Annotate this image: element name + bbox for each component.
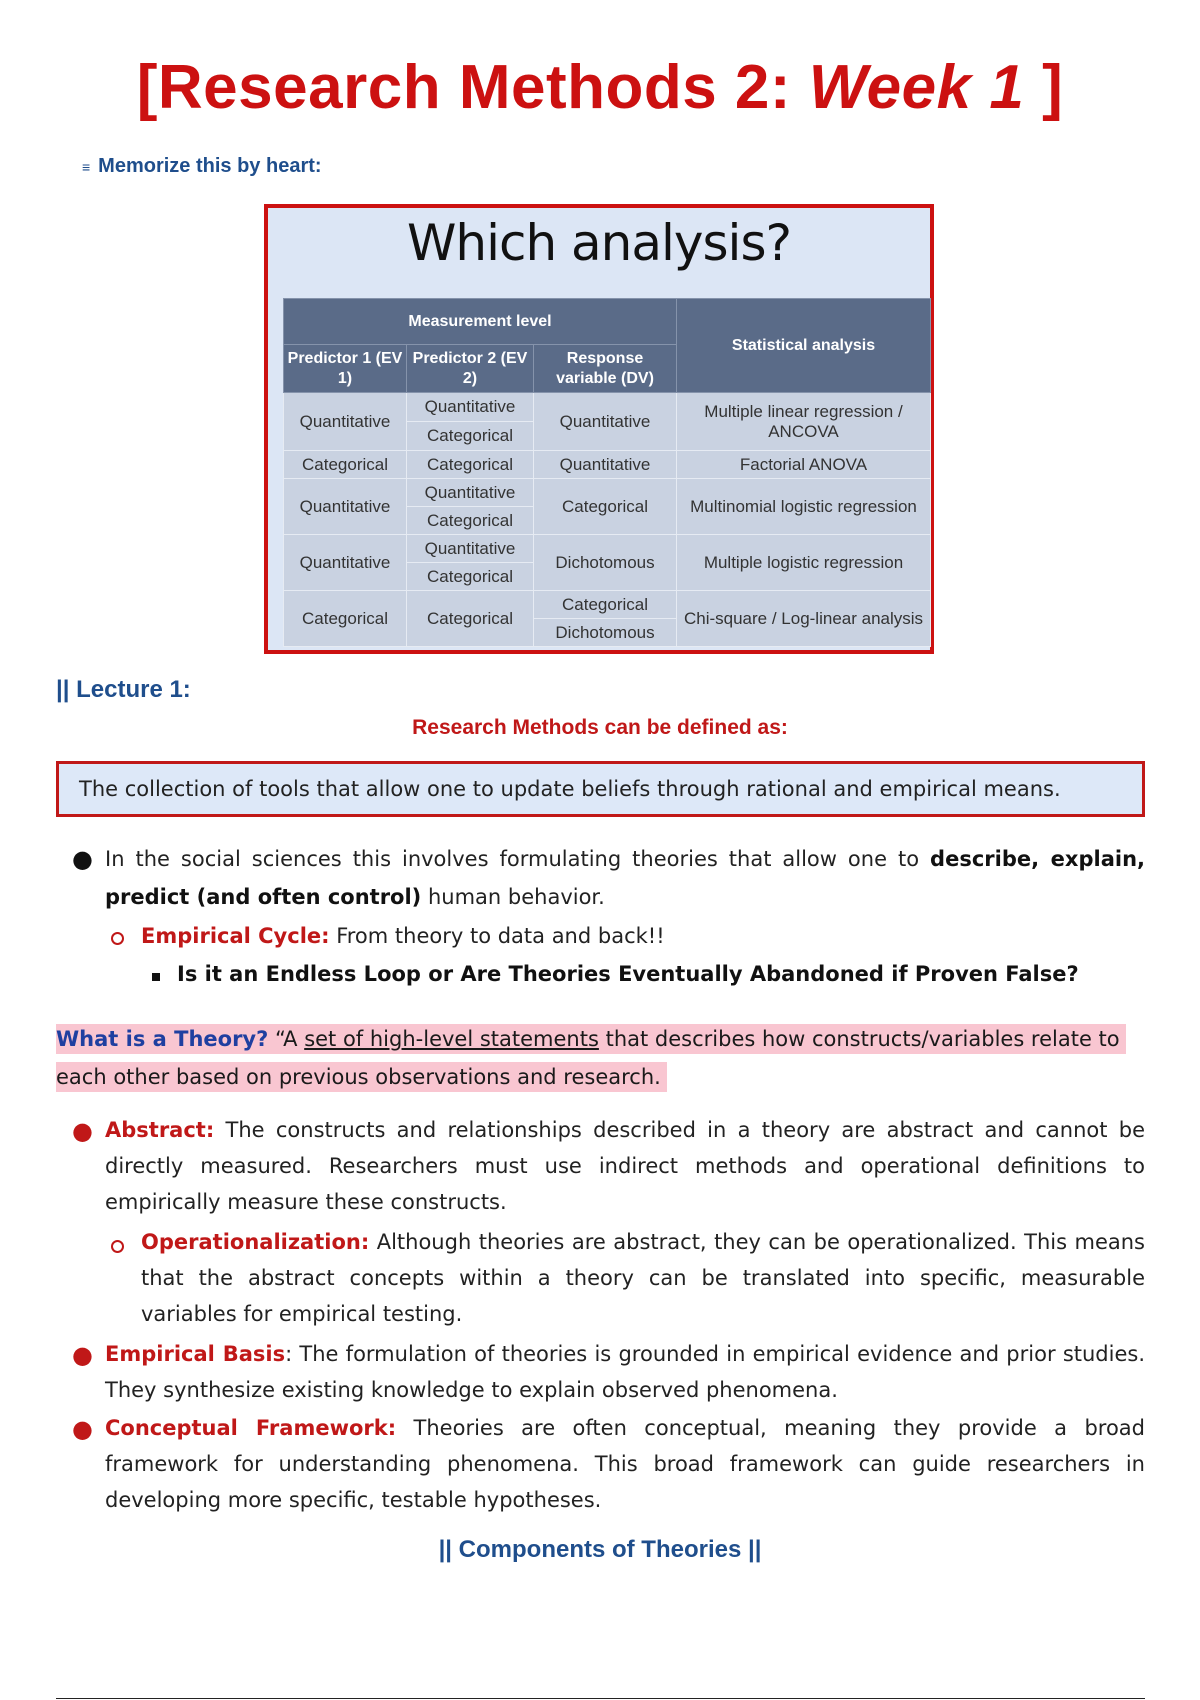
sub-bullet-icon xyxy=(111,932,124,945)
table-cell: Quantitative xyxy=(407,479,534,507)
table-cell: Chi-square / Log-linear analysis xyxy=(677,591,931,647)
col-header-p2: Predictor 2 (EV 2) xyxy=(407,345,534,393)
list-item: Conceptual Framework: Theories are often conceptual, meaning they provide a broad framework for understanding phenomena. This broad framework can guide researchers in developing more specific, testable hypotheses. xyxy=(105,1416,1145,1512)
list-marker-icon: ≡ xyxy=(82,159,91,175)
bullet-icon: ● xyxy=(72,1117,93,1145)
col-group-header: Measurement level xyxy=(284,299,677,345)
memorize-heading xyxy=(82,155,322,178)
table-cell: Dichotomous xyxy=(534,619,677,647)
analysis-slide-image xyxy=(264,204,934,654)
definition-box: The collection of tools that allow one to update beliefs through rational and empirical means. xyxy=(56,761,1145,817)
slide-title: Which analysis? xyxy=(406,214,792,272)
sub-bullet-icon xyxy=(111,1240,124,1253)
title-end: ] xyxy=(1024,53,1064,122)
table-cell: Quantitative xyxy=(534,393,677,451)
definition-heading: Research Methods can be defined as: xyxy=(412,716,788,739)
components-heading: || Components of Theories || xyxy=(438,1536,762,1563)
table-cell: Categorical xyxy=(407,507,534,535)
table-cell: Quantitative xyxy=(284,393,407,451)
table-cell: Categorical xyxy=(407,591,534,647)
table-cell: Categorical xyxy=(534,591,677,619)
analysis-table xyxy=(283,298,931,647)
list-item: Is it an Endless Loop or Are Theories Eventually Abandoned if Proven False? xyxy=(177,962,1079,986)
table-cell: Quantitative xyxy=(534,451,677,479)
memorize-label: Memorize this by heart: xyxy=(98,155,322,177)
table-cell: Categorical xyxy=(284,451,407,479)
table-cell: Quantitative xyxy=(284,535,407,591)
title-text: [Research Methods 2: xyxy=(136,53,809,122)
page-title xyxy=(0,52,1200,123)
table-cell: Categorical xyxy=(284,591,407,647)
table-cell: Quantitative xyxy=(284,479,407,535)
title-week: Week 1 xyxy=(808,53,1025,122)
table-cell: Categorical xyxy=(407,422,534,451)
table-cell: Dichotomous xyxy=(534,535,677,591)
list-item: In the social sciences this involves formulating theories that allow one to describe, explain, predict (and often control) human behavior. xyxy=(105,847,1146,909)
bullet-icon: ● xyxy=(72,1341,93,1369)
table-cell: Quantitative xyxy=(407,535,534,563)
table-cell: Multiple logistic regression xyxy=(677,535,931,591)
table-cell: Factorial ANOVA xyxy=(677,451,931,479)
divider xyxy=(56,1698,1145,1699)
theory-definition: What is a Theory? “A set of high-level statements that describes how constructs/variables relate to each other based on previous observations and research. xyxy=(56,1020,1145,1096)
list-item: Empirical Basis: The formulation of theories is grounded in empirical evidence and prior studies. They synthesize existing knowledge to explain observed phenomena. xyxy=(105,1342,1145,1402)
table-cell: Categorical xyxy=(534,479,677,535)
table-cell: Quantitative xyxy=(407,393,534,422)
list-item: Empirical Cycle: From theory to data and back!! xyxy=(141,924,665,948)
col-header-dv: Response variable (DV) xyxy=(534,345,677,393)
table-cell: Multinomial logistic regression xyxy=(677,479,931,535)
lecture-heading: || Lecture 1: xyxy=(56,676,191,703)
list-item: Abstract: The constructs and relationships described in a theory are abstract and cannot be directly measured. Researchers must use indirect methods and operational definitions to empirically measure these constructs. xyxy=(105,1118,1145,1214)
table-cell: Categorical xyxy=(407,563,534,591)
col-header-stat: Statistical analysis xyxy=(677,299,931,393)
bullet-icon: ● xyxy=(72,845,93,873)
bullet-icon: ● xyxy=(72,1415,93,1443)
list-item: Operationalization: Although theories are abstract, they can be operationalized. This means that the abstract concepts within a theory can be translated into specific, measurable variables for empirical testing. xyxy=(141,1230,1145,1326)
square-bullet-icon xyxy=(152,973,160,981)
table-cell: Categorical xyxy=(407,451,534,479)
table-cell: Multiple linear regression / ANCOVA xyxy=(677,393,931,451)
col-header-p1: Predictor 1 (EV 1) xyxy=(284,345,407,393)
